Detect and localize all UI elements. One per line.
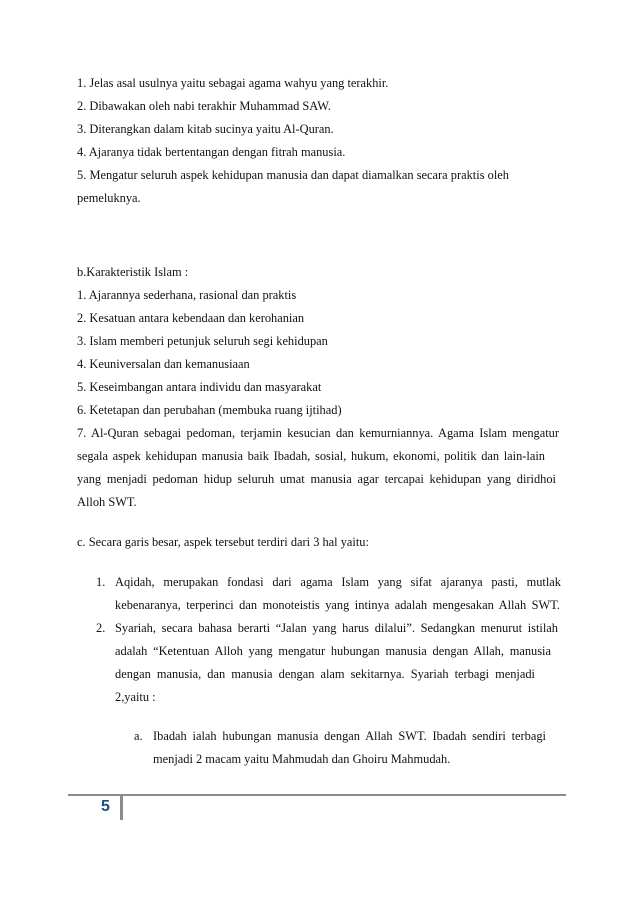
section-b-item-7: 7. Al-Quran sebagai pedoman, terjamin kesucian dan kemurniannya. Agama Islam mengatur	[77, 426, 559, 440]
section-c-sub-a-line-2: menjadi 2 macam yaitu Mahmudah dan Ghoiru Mahmudah.	[153, 752, 451, 766]
section-b-item-1: 1. Ajarannya sederhana, rasional dan praktis	[77, 288, 297, 302]
section-c-item-2-line-3: dengan manusia, dan manusia dengan alam sekitarnya. Syariah terbagi menjadi	[115, 667, 535, 681]
intro-item-4: 4. Ajaranya tidak bertentangan dengan fitrah manusia.	[77, 145, 346, 159]
section-b-item-7-line-4: Alloh SWT.	[77, 495, 137, 509]
section-c-item-1-line-2: kebenaranya, terperinci dan monoteistis yang intinya adalah mengesakan Allah SWT.	[115, 598, 560, 612]
section-c-sub-a-letter: a.	[134, 729, 143, 743]
section-c-item-1-number: 1.	[96, 575, 106, 589]
section-b-item-6: 6. Ketetapan dan perubahan (membuka ruang ijtihad)	[77, 403, 342, 417]
section-c-item-2-number: 2.	[96, 621, 106, 635]
section-b-item-7-line-3: yang menjadi pedoman hidup seluruh umat manusia agar tercapai kehidupan yang diridhoi	[77, 472, 556, 486]
section-b-item-3: 3. Islam memberi petunjuk seluruh segi kehidupan	[77, 334, 328, 348]
section-c-heading: c. Secara garis besar, aspek tersebut terdiri dari 3 hal yaitu:	[77, 535, 369, 549]
footer-rule	[68, 794, 566, 796]
intro-item-3: 3. Diterangkan dalam kitab sucinya yaitu Al-Quran.	[77, 122, 334, 136]
footer-divider	[120, 796, 123, 820]
section-b-item-2: 2. Kesatuan antara kebendaan dan kerohanian	[77, 311, 305, 325]
section-b-item-5: 5. Keseimbangan antara individu dan masyarakat	[77, 380, 322, 394]
page-number: 5	[101, 798, 110, 815]
intro-item-5-continued: pemeluknya.	[77, 191, 141, 205]
intro-item-1: 1. Jelas asal usulnya yaitu sebagai agama wahyu yang terakhir.	[77, 76, 389, 90]
section-b-heading: b.Karakteristik Islam :	[77, 265, 189, 279]
section-b-item-7-line-2: segala aspek kehidupan manusia baik Ibadah, sosial, hukum, ekonomi, politik dan lain-lain	[77, 449, 545, 463]
intro-item-5: 5. Mengatur seluruh aspek kehidupan manusia dan dapat diamalkan secara praktis oleh	[77, 168, 509, 182]
section-c-sub-a-line-1: Ibadah ialah hubungan manusia dengan Allah SWT. Ibadah sendiri terbagi	[153, 729, 546, 743]
section-c-item-2-line-1: Syariah, secara bahasa berarti “Jalan yang harus dilalui”. Sedangkan menurut istilah	[115, 621, 558, 635]
section-b-item-4: 4. Keuniversalan dan kemanusiaan	[77, 357, 250, 371]
section-c-item-2-line-4: 2,yaitu :	[115, 690, 156, 704]
section-c-item-2-line-2: adalah “Ketentuan Alloh yang mengatur hubungan manusia dengan Allah, manusia	[115, 644, 551, 658]
section-c-item-1-line-1: Aqidah, merupakan fondasi dari agama Islam yang sifat ajaranya pasti, mutlak	[115, 575, 561, 589]
intro-item-2: 2. Dibawakan oleh nabi terakhir Muhammad SAW.	[77, 99, 331, 113]
